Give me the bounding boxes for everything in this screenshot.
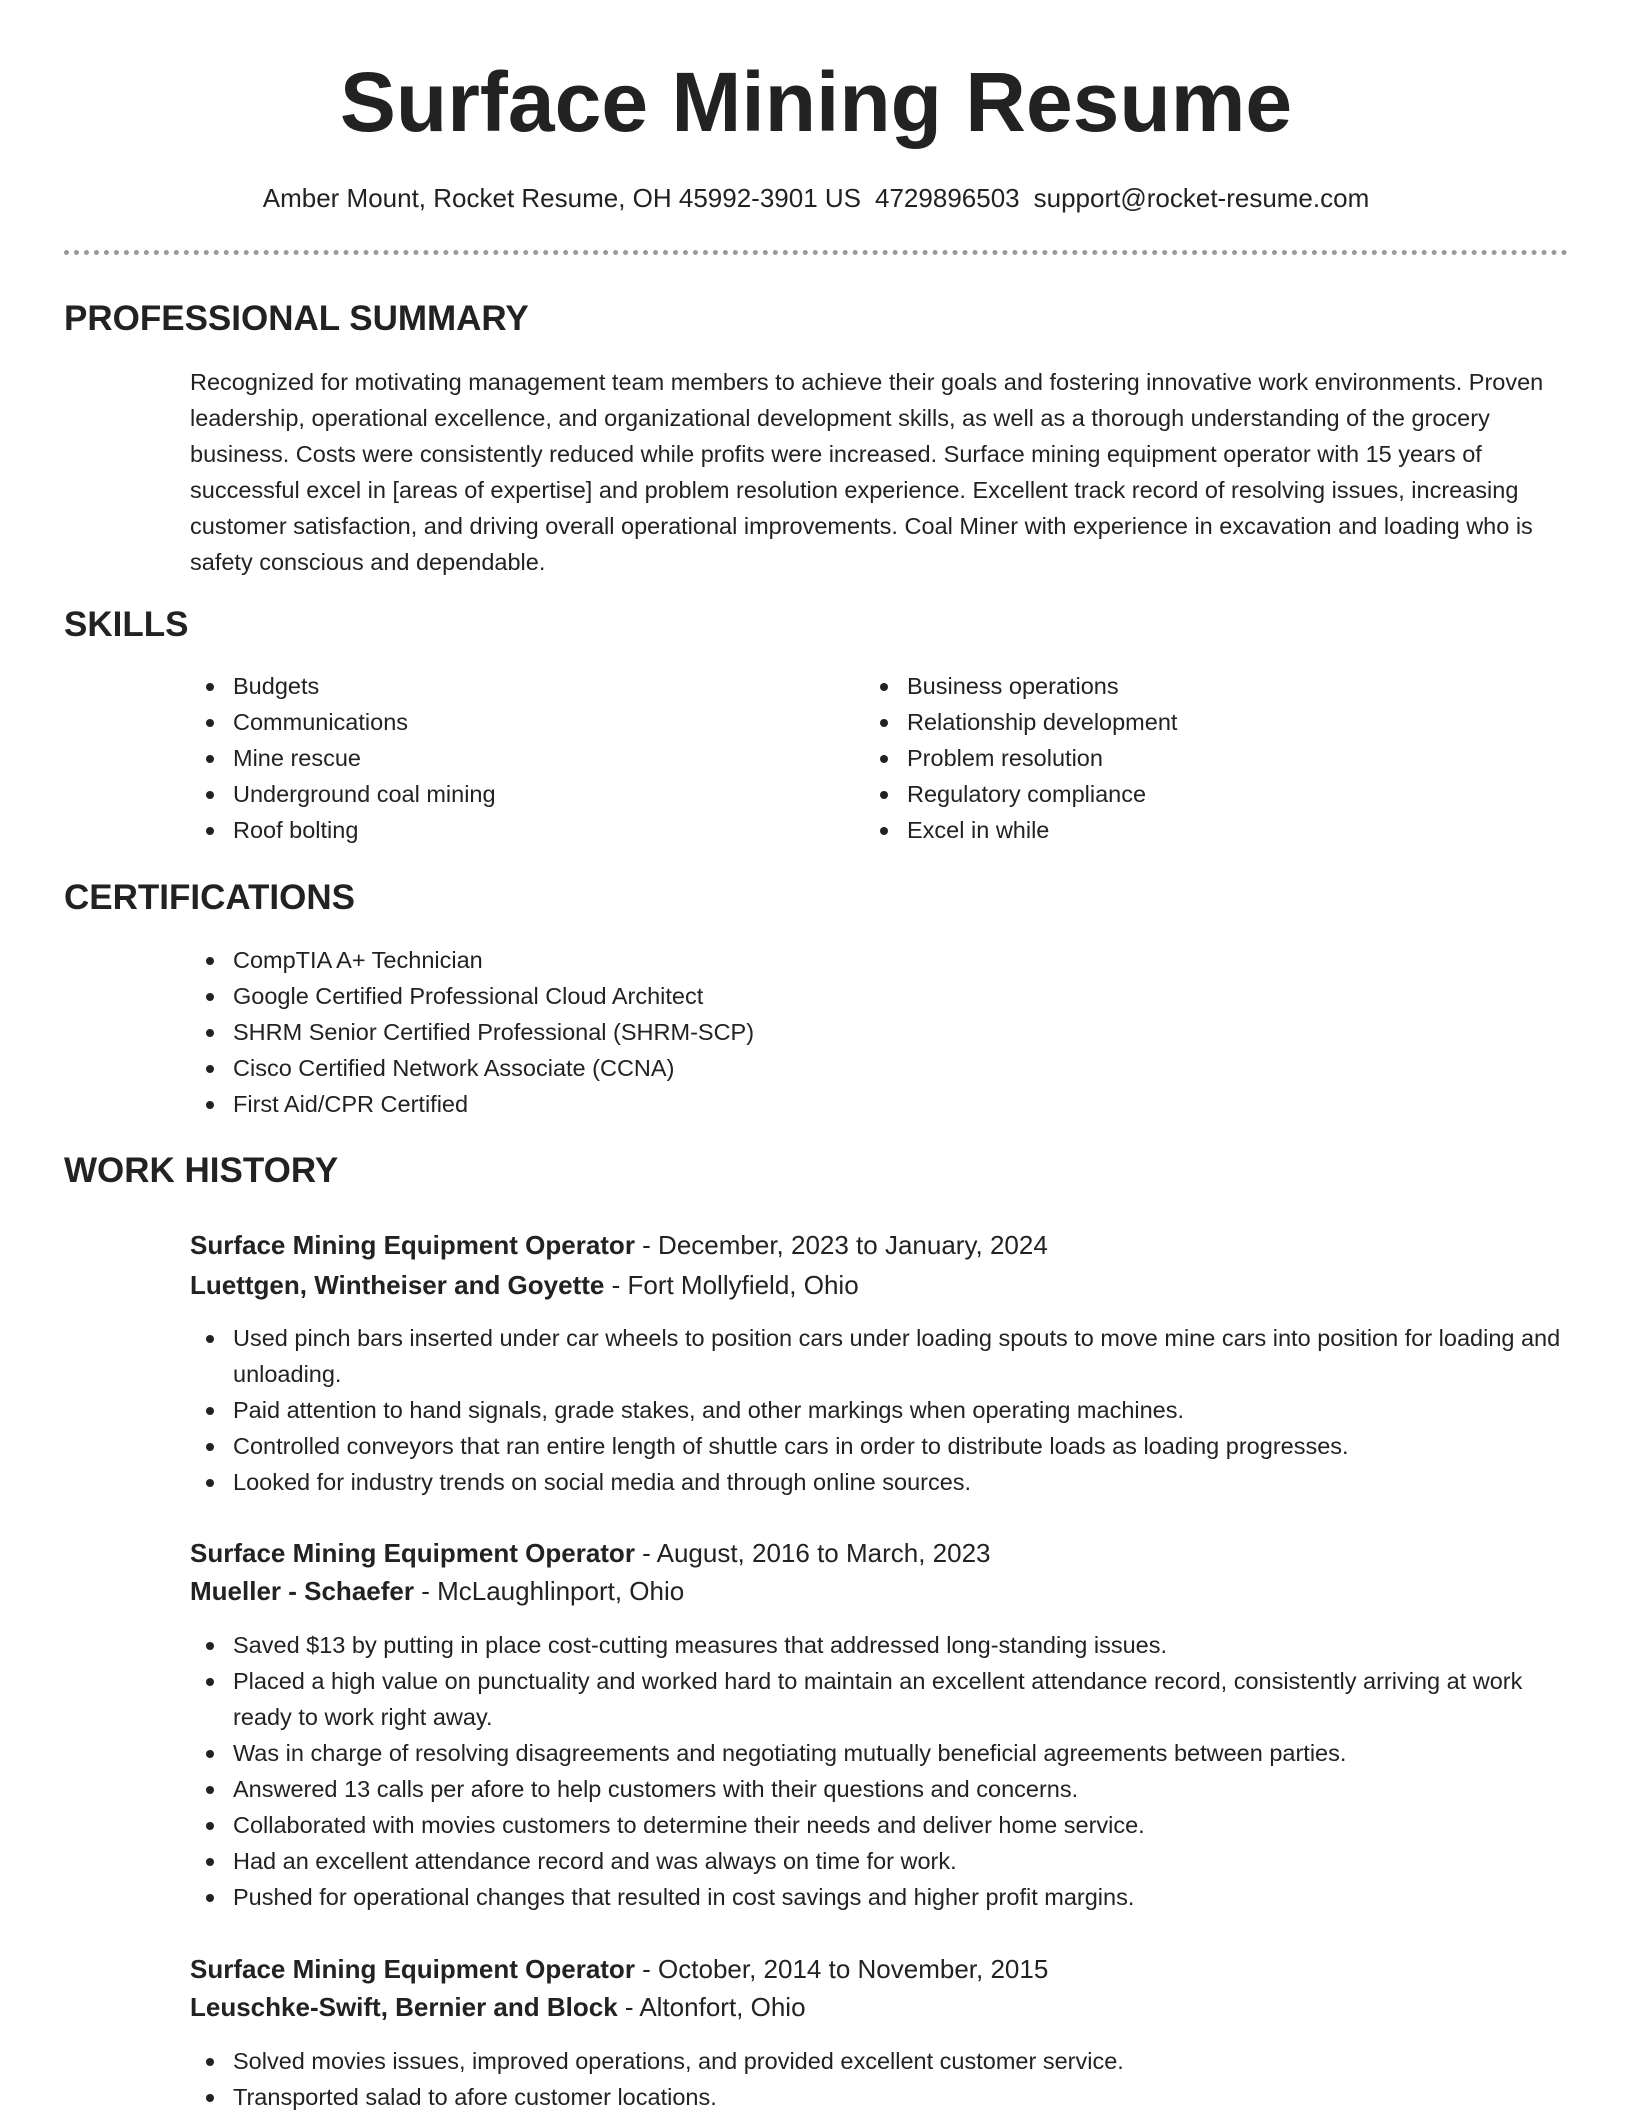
skill-item: Roof bolting xyxy=(190,812,830,848)
job-bullet: Had an excellent attendance record and was always on time for work. xyxy=(190,1843,1570,1879)
job-location: - Altonfort, Ohio xyxy=(617,1992,806,2022)
job-title-line xyxy=(190,1535,991,1571)
job-bullets xyxy=(190,1320,1570,1500)
job-location: - Fort Mollyfield, Ohio xyxy=(604,1270,859,1300)
job-company: Luettgen, Wintheiser and Goyette xyxy=(190,1270,605,1300)
contact-phone: 4729896503 xyxy=(875,183,1020,213)
job-dates: - December, 2023 to January, 2024 xyxy=(634,1230,1048,1260)
job-company-line xyxy=(190,1989,806,2025)
job-bullet: Saved $13 by putting in place cost-cutting measures that addressed long-standing issues. xyxy=(190,1627,1570,1663)
certification-item: Cisco Certified Network Associate (CCNA) xyxy=(190,1050,1490,1086)
job-bullet: Used pinch bars inserted under car wheels to position cars under loading spouts to move mine cars into position for loading and unloading. xyxy=(190,1320,1570,1392)
job-title: Surface Mining Equipment Operator xyxy=(190,1230,635,1260)
job-company-line xyxy=(190,1573,684,1609)
job-bullet: Collaborated with movies customers to determine their needs and deliver home service. xyxy=(190,1807,1570,1843)
job-dates: - October, 2014 to November, 2015 xyxy=(634,1954,1049,1984)
section-title-work-history: WORK HISTORY xyxy=(64,1151,339,1190)
skills-list-left xyxy=(190,668,830,848)
skill-item: Underground coal mining xyxy=(190,776,830,812)
contact-address: Amber Mount, Rocket Resume, OH 45992-3901 US xyxy=(262,183,862,213)
skill-item: Mine rescue xyxy=(190,740,830,776)
section-title-summary: PROFESSIONAL SUMMARY xyxy=(64,299,529,338)
skill-item: Communications xyxy=(190,704,830,740)
section-title-certifications: CERTIFICATIONS xyxy=(64,878,356,917)
contact-line xyxy=(0,180,1632,216)
header-divider xyxy=(64,250,1568,255)
job-location: - McLaughlinport, Ohio xyxy=(413,1576,685,1606)
skill-item: Problem resolution xyxy=(864,740,1564,776)
job-bullet: Looked for industry trends on social media and through online sources. xyxy=(190,1464,1570,1500)
job-bullet: Placed a high value on punctuality and worked hard to maintain an excellent attendance record, consistently arriving at work ready to work right away. xyxy=(190,1663,1570,1735)
job-title: Surface Mining Equipment Operator xyxy=(190,1538,635,1568)
certification-item: Google Certified Professional Cloud Architect xyxy=(190,978,1490,1014)
job-bullet: Controlled conveyors that ran entire length of shuttle cars in order to distribute loads as loading progresses. xyxy=(190,1428,1570,1464)
job-dates: - August, 2016 to March, 2023 xyxy=(634,1538,991,1568)
job-bullet: Transported salad to afore customer locations. xyxy=(190,2079,1570,2115)
job-title-line xyxy=(190,1227,1048,1263)
job-bullets xyxy=(190,1627,1570,1915)
job-company: Mueller - Schaefer xyxy=(190,1576,414,1606)
job-bullet: Was in charge of resolving disagreements and negotiating mutually beneficial agreements between parties. xyxy=(190,1735,1570,1771)
skills-list-right xyxy=(864,668,1564,848)
job-title-line xyxy=(190,1951,1048,1987)
contact-email: support@rocket-resume.com xyxy=(1033,183,1370,213)
skill-item: Excel in while xyxy=(864,812,1564,848)
skill-item: Business operations xyxy=(864,668,1564,704)
certification-item: SHRM Senior Certified Professional (SHRM-SCP) xyxy=(190,1014,1490,1050)
job-title: Surface Mining Equipment Operator xyxy=(190,1954,635,1984)
job-bullet: Paid attention to hand signals, grade stakes, and other markings when operating machines. xyxy=(190,1392,1570,1428)
job-company: Leuschke-Swift, Bernier and Block xyxy=(190,1992,618,2022)
job-bullets xyxy=(190,2043,1570,2115)
certification-item: First Aid/CPR Certified xyxy=(190,1086,1490,1122)
job-company-line xyxy=(190,1267,859,1303)
section-title-skills: SKILLS xyxy=(64,605,189,644)
skill-item: Regulatory compliance xyxy=(864,776,1564,812)
skill-item: Budgets xyxy=(190,668,830,704)
job-bullet: Pushed for operational changes that resulted in cost savings and higher profit margins. xyxy=(190,1879,1570,1915)
summary-text: Recognized for motivating management team members to achieve their goals and fostering innovative work environments. Proven leadership, operational excellence, and organizational development skills, as well as a thorough understanding of the grocery business. Costs were consistently reduced while profits were increased. Surface mining equipment operator with 15 years of successful excel in [areas of expertise] and problem resolution experience. Excellent track record of resolving issues, increasing customer satisfaction, and driving overall operational improvements. Coal Miner with experience in excavation and loading who is safety conscious and dependable. xyxy=(190,369,1544,575)
skill-item: Relationship development xyxy=(864,704,1564,740)
resume-title: Surface Mining Resume xyxy=(339,55,1293,149)
job-bullet: Solved movies issues, improved operations, and provided excellent customer service. xyxy=(190,2043,1570,2079)
job-bullet: Answered 13 calls per afore to help customers with their questions and concerns. xyxy=(190,1771,1570,1807)
certification-item: CompTIA A+ Technician xyxy=(190,942,1490,978)
certifications-list xyxy=(190,942,1490,1122)
